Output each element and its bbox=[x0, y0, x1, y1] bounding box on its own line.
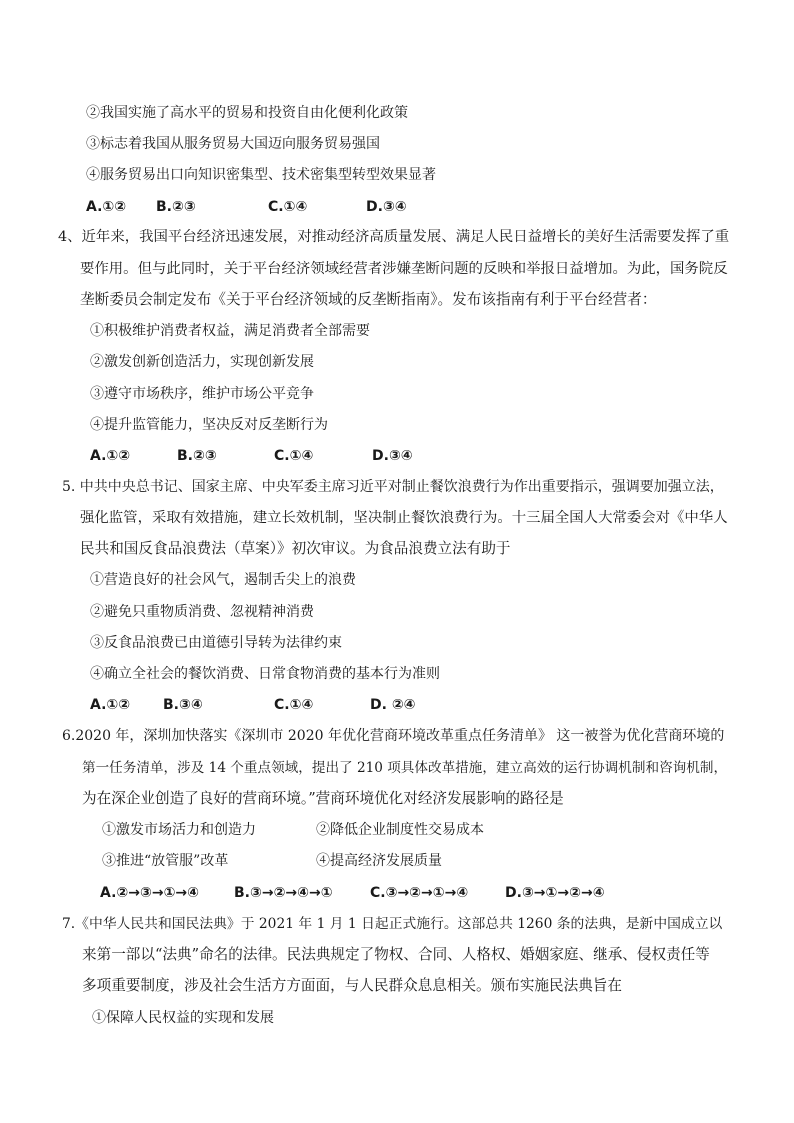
q5-item-1: ①营造良好的社会风气，遏制舌尖上的浪费 bbox=[90, 572, 356, 588]
q4-item-4: ④提升监管能力，坚决反对反垄断行为 bbox=[90, 417, 328, 433]
q3-item-2: ②我国实施了高水平的贸易和投资自由化便利化政策 bbox=[86, 105, 408, 121]
q7-stem-line-1: 7.《中华人民共和国民法典》于 2021 年 1 月 1 日起正式施行。这部总共 1260 条的法典，是新中国成立以 bbox=[62, 916, 723, 932]
q4-stem-line-1: 4、近年来，我国平台经济迅速发展，对推动经济高质量发展、满足人民日益增长的美好生活需要发挥了重 bbox=[58, 229, 730, 245]
q3-item-4: ④服务贸易出口向知识密集型、技术密集型转型效果显著 bbox=[86, 167, 436, 183]
q5-item-2: ②避免只重物质消费、忽视精神消费 bbox=[90, 604, 314, 620]
q6-option-c[interactable]: C.③→②→①→④ bbox=[370, 885, 469, 901]
q6-stem-line-2: 第一任务清单，涉及 14 个重点领域，提出了 210 项具体改革措施，建立高效的运行协调机制和咨询机制， bbox=[82, 760, 728, 776]
q4-option-c[interactable]: C.①④ bbox=[274, 448, 314, 464]
q3-option-a[interactable]: A.①② bbox=[86, 199, 127, 215]
q5-stem-line-1: 5. 中共中央总书记、国家主席、中央军委主席习近平对制止餐饮浪费行为作出重要指示，强调要加强立法， bbox=[62, 479, 724, 495]
q3-option-d[interactable]: D.③④ bbox=[366, 199, 407, 215]
q6-item-3: ③推进“放管服”改革 bbox=[102, 853, 229, 869]
q6-option-a[interactable]: A.②→③→①→④ bbox=[100, 885, 200, 901]
q4-item-1: ①积极维护消费者权益，满足消费者全部需要 bbox=[90, 323, 370, 339]
q6-option-d[interactable]: D.③→①→②→④ bbox=[505, 885, 605, 901]
q5-option-d[interactable]: D. ②④ bbox=[370, 697, 416, 713]
q5-stem-line-2: 强化监管，采取有效措施，建立长效机制，坚决制止餐饮浪费行为。十三届全国人大常委会对《中华人 bbox=[80, 510, 728, 526]
q4-option-d[interactable]: D.③④ bbox=[372, 448, 413, 464]
q3-option-b[interactable]: B.②③ bbox=[156, 199, 196, 215]
q4-item-3: ③遵守市场秩序，维护市场公平竞争 bbox=[90, 386, 314, 402]
q6-stem-line-1: 6.2020 年，深圳加快落实《深圳市 2020 年优化营商环境改革重点任务清单》 这一被誉为优化营商环境的 bbox=[62, 728, 725, 744]
q3-item-3: ③标志着我国从服务贸易大国迈向服务贸易强国 bbox=[86, 136, 380, 152]
q5-option-c[interactable]: C.①④ bbox=[274, 697, 314, 713]
q7-stem-line-3: 多项重要制度，涉及社会生活方方面面，与人民群众息息相关。颁布实施民法典旨在 bbox=[82, 977, 622, 994]
q5-item-3: ③反食品浪费已由道德引导转为法律约束 bbox=[90, 635, 342, 651]
q6-item-1: ①激发市场活力和创造力 bbox=[102, 822, 256, 838]
q6-item-2: ②降低企业制度性交易成本 bbox=[316, 822, 484, 838]
q6-stem-line-3: 为在深企业创造了良好的营商环境。”营商环境优化对经济发展影响的路径是 bbox=[82, 790, 564, 807]
q4-stem-line-3: 垄断委员会制定发布《关于平台经济领域的反垄断指南》。发布该指南有利于平台经营者： bbox=[80, 291, 657, 308]
q5-option-a[interactable]: A.①② bbox=[90, 697, 131, 713]
q4-option-b[interactable]: B.②③ bbox=[177, 448, 217, 464]
q7-stem-line-2: 来第一部以“法典”命名的法律。民法典规定了物权、合同、人格权、婚姻家庭、继承、侵权责任等 bbox=[82, 946, 710, 963]
q5-option-b[interactable]: B.③④ bbox=[163, 697, 203, 713]
q6-item-4: ④提高经济发展质量 bbox=[316, 853, 442, 869]
q6-option-b[interactable]: B.③→②→④→① bbox=[234, 885, 333, 901]
q4-item-2: ②激发创新创造活力，实现创新发展 bbox=[90, 354, 314, 370]
q3-option-c[interactable]: C.①④ bbox=[268, 199, 308, 215]
q5-stem-line-3: 民共和国反食品浪费法（草案）》初次审议。为食品浪费立法有助于 bbox=[80, 540, 511, 557]
q4-stem-line-2: 要作用。但与此同时，关于平台经济领域经营者涉嫌垄断问题的反映和举报日益增加。为此，国务院反 bbox=[80, 261, 728, 277]
q7-item-1: ①保障人民权益的实现和发展 bbox=[92, 1010, 274, 1026]
q5-item-4: ④确立全社会的餐饮消费、日常食物消费的基本行为准则 bbox=[90, 666, 440, 682]
q4-option-a[interactable]: A.①② bbox=[90, 448, 131, 464]
